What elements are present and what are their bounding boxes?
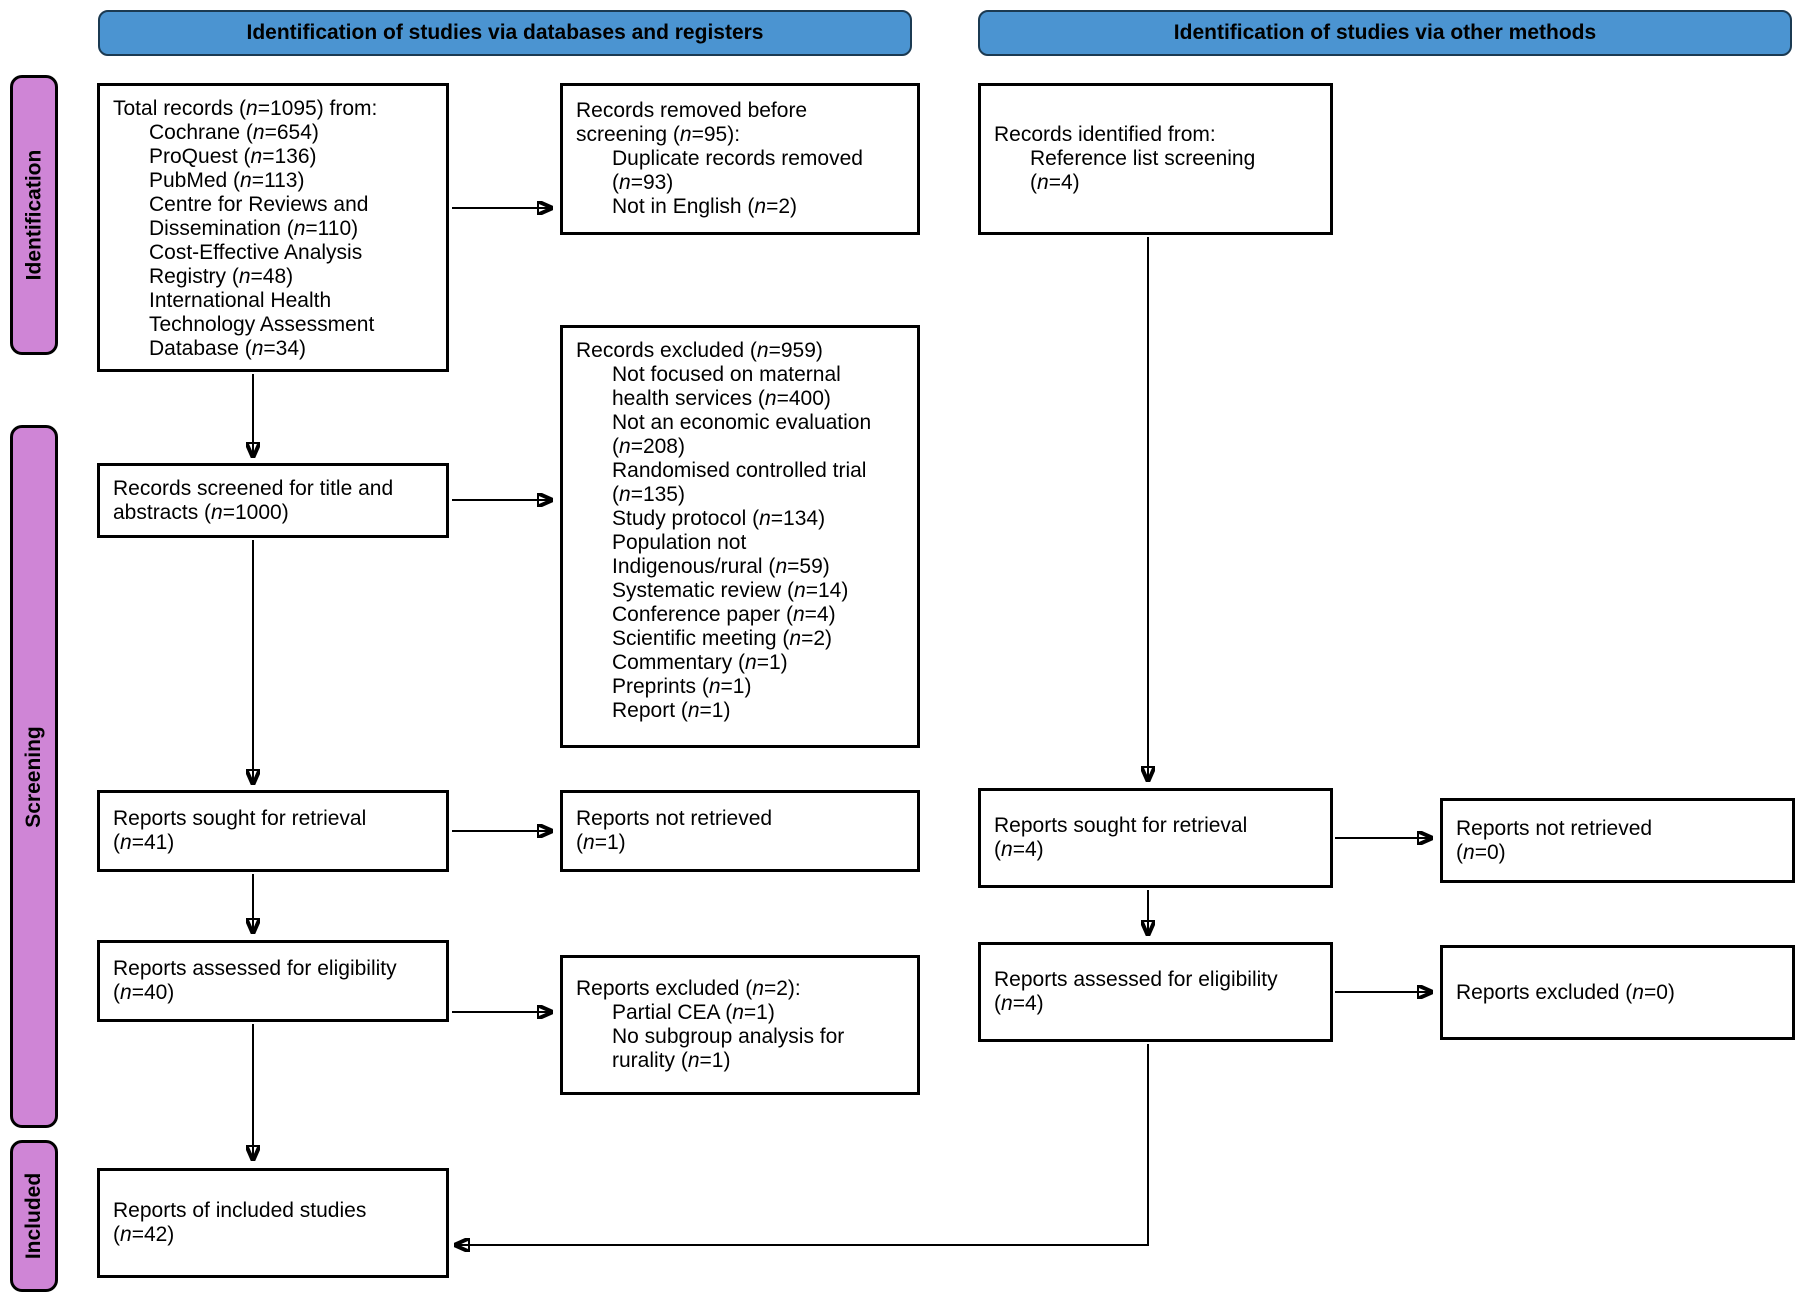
text-line: Reports of included studies [113,1199,367,1222]
stage-identification [10,75,58,355]
text-line: Systematic review (n=14) [612,579,849,602]
stage-identification-label: Identification [22,149,46,281]
text-line: Cochrane (n=654) [149,121,319,144]
stage-screening-label: Screening [22,725,46,828]
box-reports-not-retrieved-databases [560,790,920,872]
box-total-records [97,83,449,372]
text-line: Reports excluded (n=0) [1456,980,1675,1004]
text-line: Registry (n=48) [149,265,294,288]
text-line: (n=4) [994,838,1044,861]
text-line: Records excluded (n=959) [576,339,823,362]
box-records-identified [978,83,1333,235]
text-line: No subgroup analysis for [612,1025,845,1048]
text-line: Reports not retrieved [1456,816,1653,840]
box-reports-sought-databases [97,790,449,872]
text-line: Duplicate records removed [612,147,863,170]
text-line: Reports sought for retrieval [113,807,367,830]
box-reports-assessed-databases [97,940,449,1022]
text-line: Partial CEA (n=1) [612,1001,775,1024]
text-line: Cost-Effective Analysis [149,241,363,264]
text-line: Total records (n=1095) from: [113,97,378,120]
text-line: Centre for Reviews and [149,193,369,216]
text-line: Reports assessed for eligibility [113,957,397,980]
text-line: PubMed (n=113) [149,169,305,192]
header-databases-label: Identification of studies via databases and registers [246,21,764,44]
box-records-removed [560,83,920,235]
box-records-screened [97,463,449,538]
text-line: Reports not retrieved [576,807,773,830]
text-line: (n=0) [1456,840,1506,864]
text-line: Not focused on maternal [612,363,841,386]
text-line: Records removed before [576,99,808,122]
text-line: (n=4) [994,992,1044,1015]
text-line: (n=208) [612,435,685,458]
box-reports-not-retrieved-other [1440,798,1795,883]
text-line: Scientific meeting (n=2) [612,627,833,650]
box-reports-sought-other [978,788,1333,888]
box-reports-excluded-other [1440,945,1795,1040]
header-other-label: Identification of studies via other methods [1173,21,1597,44]
text-line: (n=42) [113,1223,175,1246]
text-line: Randomised controlled trial [612,459,867,482]
text-line: Dissemination (n=110) [149,217,359,240]
text-line: screening (n=95): [576,123,741,146]
text-line: Reference list screening [1030,147,1256,170]
text-line: Database (n=34) [149,337,307,360]
text-line: Records screened for title and [113,476,394,500]
text-line: Commentary (n=1) [612,651,788,674]
text-line: (n=93) [612,171,674,194]
box-included-studies [97,1168,449,1278]
text-line: Preprints (n=1) [612,675,752,698]
text-line: Reports assessed for eligibility [994,968,1278,991]
box-reports-assessed-other [978,942,1333,1042]
text-line: ProQuest (n=136) [149,145,317,168]
text-line: abstracts (n=1000) [113,500,289,524]
text-line: Technology Assessment [149,313,375,336]
header-databases-registers [98,10,912,56]
box-reports-excluded-databases [560,955,920,1095]
text-line: Not an economic evaluation [612,411,872,434]
text-line: rurality (n=1) [612,1049,731,1072]
text-line: Not in English (n=2) [612,195,798,218]
text-line: Report (n=1) [612,699,731,722]
text-line: Reports sought for retrieval [994,814,1248,837]
text-line: (n=4) [1030,171,1080,194]
header-other-methods [978,10,1792,56]
text-line: Reports excluded (n=2): [576,977,801,1000]
text-line: Population not [612,531,747,554]
text-line: Indigenous/rural (n=59) [612,555,830,578]
text-line: (n=40) [113,981,175,1004]
text-line: Records identified from: [994,123,1216,146]
stage-included-label: Included [22,1172,45,1260]
text-line: Conference paper (n=4) [612,603,836,626]
text-line: (n=135) [612,483,685,506]
text-line: Study protocol (n=134) [612,507,826,530]
text-line: International Health [149,289,332,312]
stage-screening [10,425,58,1128]
text-line: health services (n=400) [612,387,831,410]
stage-included [10,1140,58,1292]
text-line: (n=41) [113,831,175,854]
box-records-excluded [560,325,920,748]
text-line: (n=1) [576,831,626,854]
